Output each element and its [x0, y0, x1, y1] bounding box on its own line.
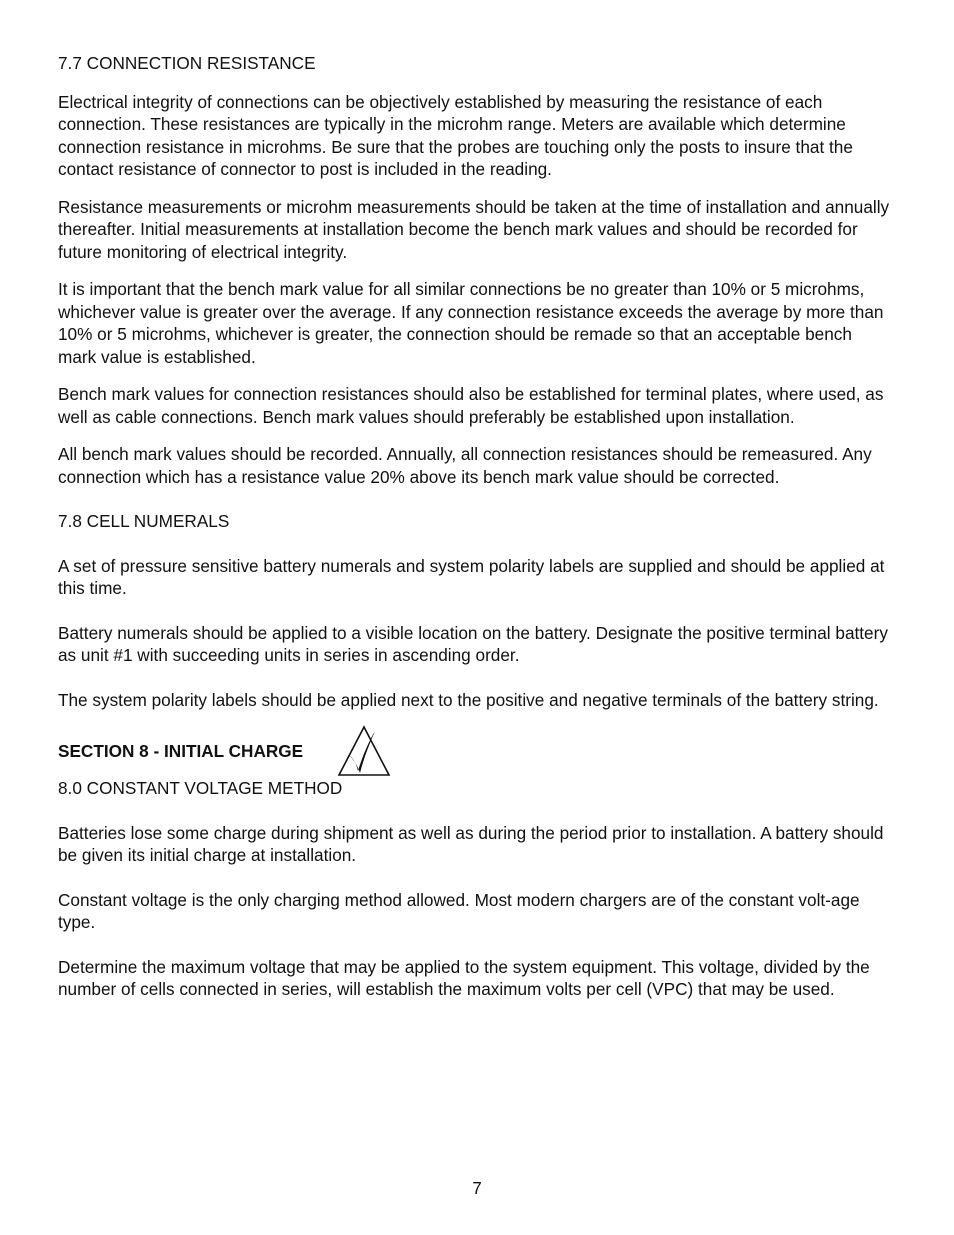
heading-cell-numerals: 7.8 CELL NUMERALS — [58, 511, 230, 531]
paragraph: Batteries lose some charge during shipment as well as during the period prior to installation. A battery should be given its initial charge at installation. — [58, 822, 884, 865]
warning-check-icon — [337, 725, 391, 777]
paragraph: Determine the maximum voltage that may be applied to the system equipment. This voltage, divided by the number of cells connected in series, will establish the maximum volts per cell (VPC) that may be used. — [58, 956, 870, 999]
paragraph: A set of pressure sensitive battery numerals and system polarity labels are supplied and should be applied at this time. — [58, 555, 885, 598]
paragraph: Battery numerals should be applied to a visible location on the battery. Designate the positive terminal battery as unit #1 with succeeding units in series in ascending order. — [58, 622, 888, 665]
document-page — [58, 52, 894, 1023]
paragraph: Resistance measurements or microhm measurements should be taken at the time of installation and annually thereafter. Initial measurements at installation become the bench mark values and should be recorded for future monitoring of electrical integrity. — [58, 196, 890, 262]
paragraph: Bench mark values for connection resistances should also be established for terminal plates, where used, as well as cable connections. Bench mark values should preferably be established upon installation. — [58, 384, 884, 427]
heading-constant-voltage-method: 8.0 CONSTANT VOLTAGE METHOD — [58, 778, 343, 798]
paragraph: The system polarity labels should be applied next to the positive and negative terminals of the battery string. — [58, 689, 879, 710]
paragraph: All bench mark values should be recorded. Annually, all connection resistances should be remeasured. Any connection which has a resistance value 20% above its bench mark value should be corrected. — [58, 444, 872, 487]
section-8-header — [58, 725, 894, 777]
paragraph: Electrical integrity of connections can be objectively established by measuring the resistance of each connection. These resistances are typically in the microhm range. Meters are available which determine connection resistance in microhms. Be sure that the probes are touching only the posts to insure that the contact resistance of connector to post is included in the reading. — [58, 91, 853, 179]
page-number: 7 — [472, 1178, 482, 1198]
paragraph: It is important that the bench mark value for all similar connections be no greater than 10% or 5 microhms, whichever value is greater over the average. If any connection resistance exceeds the average by more than 10% or 5 microhms, whichever is greater, the connection should be remade so that an acceptable bench mark value is established. — [58, 279, 884, 367]
paragraph: Constant voltage is the only charging method allowed. Most modern chargers are of the constant volt-age type. — [58, 889, 860, 932]
heading-initial-charge: SECTION 8 - INITIAL CHARGE — [58, 740, 304, 761]
heading-connection-resistance: 7.7 CONNECTION RESISTANCE — [58, 53, 316, 73]
